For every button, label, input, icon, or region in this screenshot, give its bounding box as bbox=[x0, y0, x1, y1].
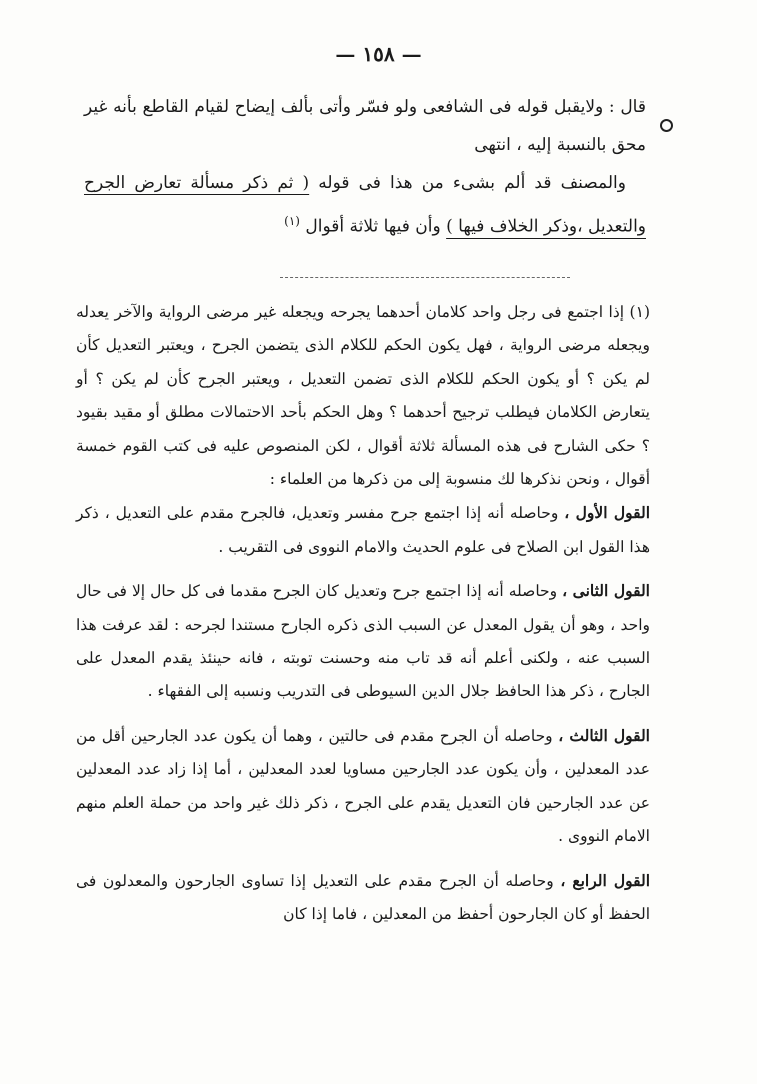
margin-circle-mark bbox=[660, 119, 673, 132]
opinion-1-text: وحاصله أنه إذا اجتمع جرح مفسر وتعديل، فالجرح مقدم على التعديل ، ذكر هذا القول ابن الصلاح فى علوم الحديث والامام النووى فى التقريب . bbox=[76, 504, 650, 556]
footnote-opinion-3 bbox=[76, 719, 650, 854]
paragraph-2-after: وأن فيها ثلاثة أقوال bbox=[305, 216, 441, 237]
paragraph-2-before: والمصنف قد ألم بشىء من هذا فى قوله bbox=[318, 173, 626, 193]
footnote-opinion-1 bbox=[76, 496, 650, 564]
footnote-separator bbox=[280, 277, 570, 278]
main-paragraph-1: قال : ولايقبل قوله فى الشافعى ولو فسّر وأتى بألف إيضاح لقيام القاطع بأنه غير محق بالنسبة إليه ، انتهى bbox=[84, 97, 646, 155]
main-paragraph-2 bbox=[84, 164, 646, 246]
quoted-matn: ( ثم ذكر مسألة تعارض الجرح والتعديل ،وذكر الخلاف فيها ) bbox=[84, 173, 646, 237]
opinion-4-heading: القول الرابع ، bbox=[560, 870, 650, 890]
footnote-reference: (١) bbox=[284, 214, 300, 228]
footnote-block bbox=[76, 296, 650, 931]
footnote-intro: (١) إذا اجتمع فى رجل واحد كلامان أحدهما يجرحه ويجعله غير مرضى الرواية والآخر يعدله ويجعله مرضى الرواية ، فهل يكون الحكم للكلام الذى يتضمن الجرح ، ويعتبر التعديل كأن لم يكن ؟ أو يكون الحكم للكلام الذى تضمن التعديل ، ويعتبر الجرح كأن لم يكن ؟ أو يتعارض الكلامان فيطلب ترجيح أحدهما ؟ وهل الحكم بأحد الاحتمالات مطلق أو مقيد بقيود ؟ حكى الشارح فى هذه المسألة ثلاثة أقوال ، لكن المنصوص عليه فى كتب القوم خمسة أقوال ، ونحن نذكرها لك منسوبة إلى من ذكرها من العلماء : bbox=[76, 303, 650, 489]
page-number: — ١٥٨ — bbox=[335, 42, 422, 66]
opinion-2-heading: القول الثانى ، bbox=[562, 581, 650, 601]
opinion-1-heading: القول الأول ، bbox=[564, 503, 651, 523]
opinion-2-text: وحاصله أنه إذا اجتمع جرح وتعديل كان الجرح مقدما فى كل حال إلا فى حال واحد ، وهو أن يقول المعدل عن السبب الذى ذكره الجارح مستندا لجرحه : لقد عرفت هذا السبب عنه ، ولكنى أعلم أنه قد تاب منه وحسنت توبته ، فانه حينئذ يقدم المعدل على الجارح ، ذكر هذا الحافظ جلال الدين السيوطى فى التدريب ونسبه إلى الفقهاء . bbox=[76, 582, 650, 701]
opinion-3-text: وحاصله أن الجرح مقدم فى حالتين ، وهما أن يكون عدد الجارحين أقل من عدد المعدلين ، وأن يكون عدد الجارحين مساويا لعدد المعدلين ، أما إذا زاد عدد المعدلين عن عدد الجارحين فان التعديل يقدم على الجرح ، ذكر ذلك غير واحد من حملة العلم منهم الامام النووى . bbox=[76, 726, 650, 846]
footnote-opinion-4 bbox=[76, 864, 650, 932]
footnote-opinion-2 bbox=[76, 574, 650, 709]
main-text bbox=[84, 88, 646, 246]
opinion-3-heading: القول الثالث ، bbox=[558, 725, 650, 745]
opinion-4-text: وحاصله أن الجرح مقدم على التعديل إذا تساوى الجارحون والمعدلون فى الحفظ أو كان الجارحون أحفظ من المعدلين ، فاما إذا كان bbox=[76, 871, 650, 923]
